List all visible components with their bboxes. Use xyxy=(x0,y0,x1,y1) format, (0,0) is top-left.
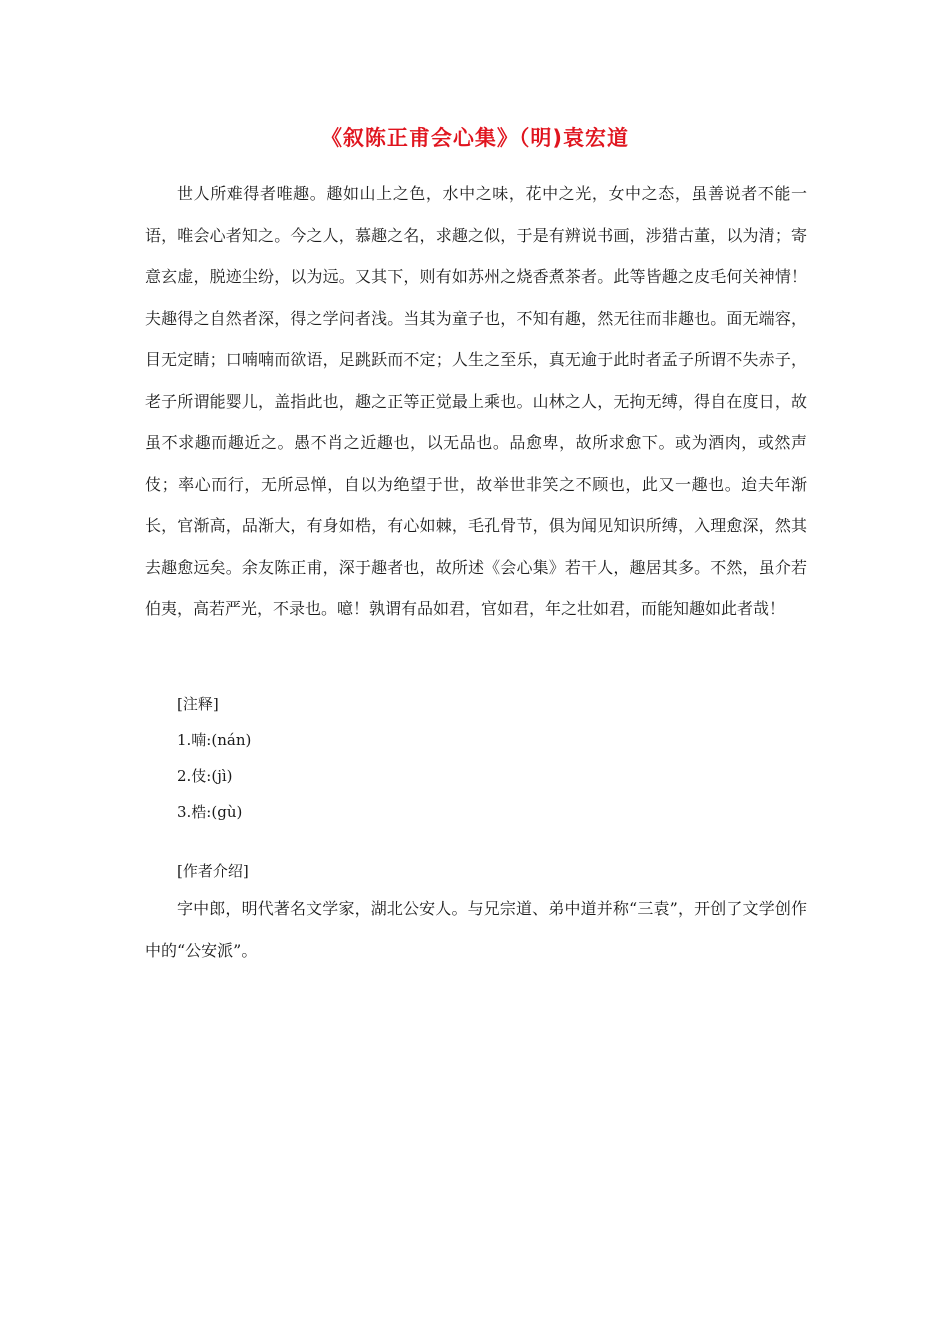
note-item: 1.喃:(nán) xyxy=(177,731,252,749)
main-text: 世人所难得者唯趣。趣如山上之色，水中之味，花中之光，女中之态，虽善说者不能一语，唯会心者知之。今之人，慕趣之名，求趣之似，于是有辨说书画，涉猎古董，以为清；寄意玄虚，脱迹尘纷，以为远。又其下，则有如苏州之烧香煮茶者。此等皆趣之皮毛何关神情！夫趣得之自然者深，得之学问者浅。当其为童子也，不知有趣，然无往而非趣也。面无端容，目无定睛；口喃喃而欲语，足跳跃而不定；人生之至乐，真无逾于此时者孟子所谓不失赤子，老子所谓能婴儿，盖指此也，趣之正等正觉最上乘也。山林之人，无拘无缚，得自在度日，故虽不求趣而趣近之。愚不肖之近趣也，以无品也。品愈卑，故所求愈下。或为酒肉，或然声伎；率心而行，无所忌惮，自以为绝望于世，故举世非笑之不顾也，此又一趣也。迨夫年渐长，官渐高，品渐大，有身如梏，有心如棘，毛孔骨节，俱为闻见知识所缚，入理愈深，然其去趣愈远矣。余友陈正甫，深于趣者也，故所述《会心集》若干人，趣居其多。不然，虽介若伯夷，高若严光，不录也。噫！孰谓有品如君，官如君，年之壮如君，而能知趣如此者哉！ xyxy=(145,184,807,618)
note-item: 3.梏:(gù) xyxy=(177,803,243,821)
author-heading: [作者介绍] xyxy=(177,862,249,880)
note-item: 2.伎:(jì) xyxy=(177,767,233,785)
notes-heading: [注释] xyxy=(177,695,219,713)
author-body: 字中郎，明代著名文学家，湖北公安人。与兄宗道、弟中道并称“三袁”，开创了文学创作中的“公安派”。 xyxy=(145,899,807,960)
document-title: 《叙陈正甫会心集》（明)袁宏道 xyxy=(320,126,630,150)
notes-section xyxy=(177,686,777,830)
